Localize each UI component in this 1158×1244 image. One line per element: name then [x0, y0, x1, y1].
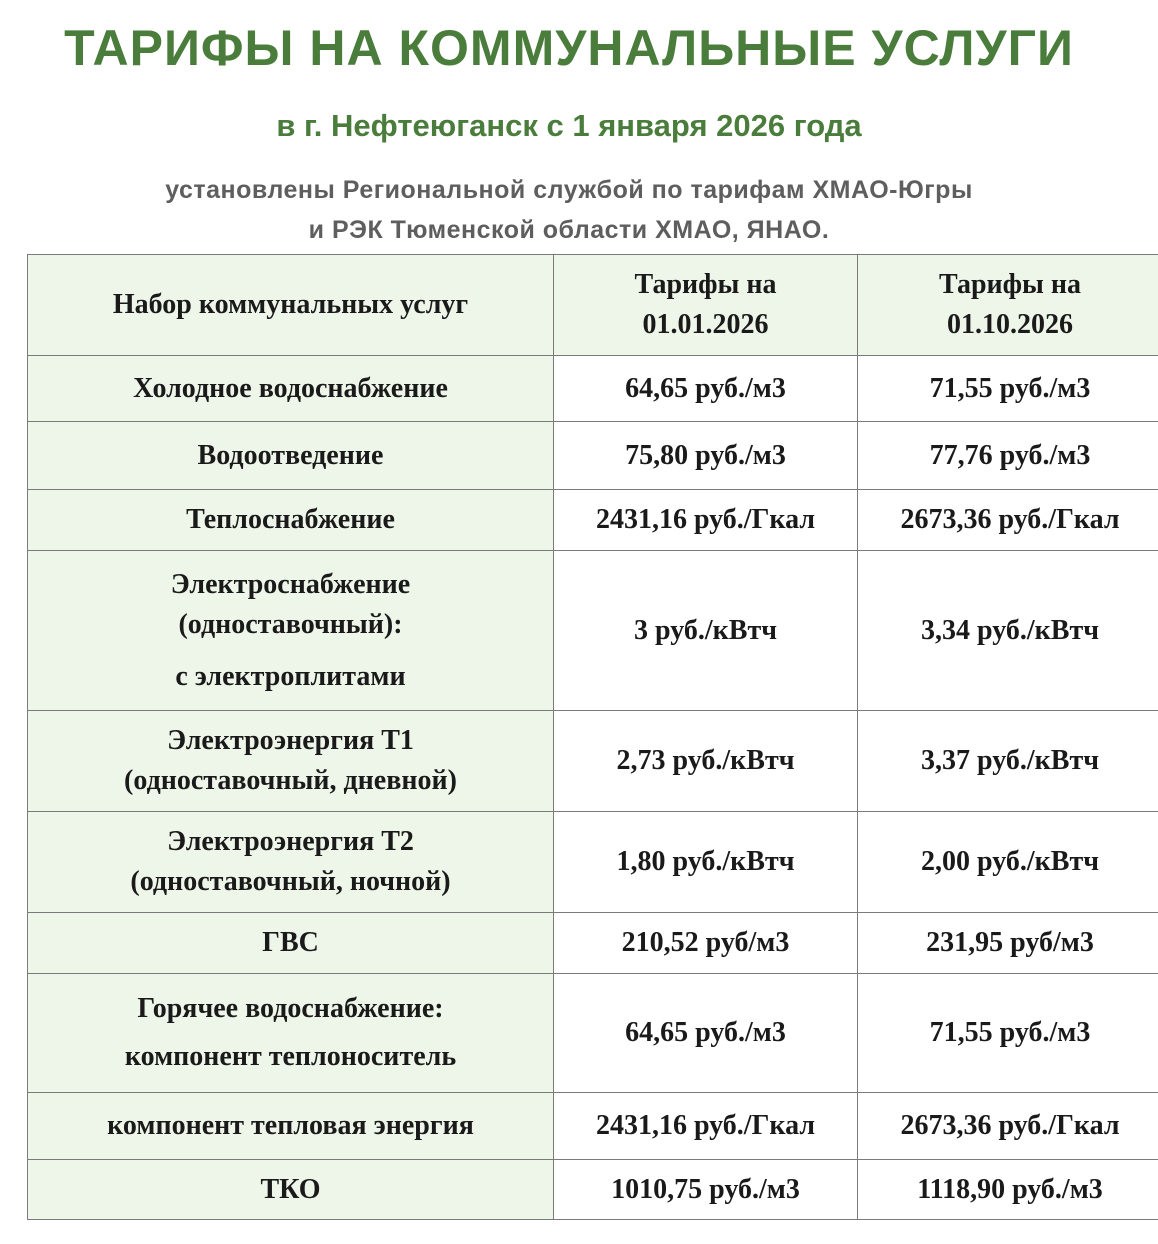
table-row	[28, 490, 1158, 551]
service-name: ТКО	[260, 1173, 321, 1205]
service-name: Электроэнергия Т1	[167, 725, 414, 756]
tariff-jan-value: 2431,16 руб./Гкал	[554, 1093, 858, 1160]
tariff-jan-value: 3 руб./кВтч	[554, 551, 858, 711]
tariff-oct-value: 231,95 руб/м3	[858, 913, 1158, 974]
tariff-oct-value: 3,37 руб./кВтч	[858, 711, 1158, 812]
authority-line-1: установлены Региональной службой по тарифам ХМАО-Югры	[165, 176, 973, 204]
table-row	[28, 913, 1158, 974]
service-name: Электроснабжение	[170, 568, 411, 600]
service-cell	[28, 551, 554, 711]
tariff-oct-value: 77,76 руб./м3	[858, 422, 1158, 490]
header-tariff-jan-line2: 01.01.2026	[642, 309, 769, 340]
service-cell	[28, 1160, 554, 1220]
tariff-jan-value: 64,65 руб./м3	[554, 974, 858, 1093]
service-name: Водоотведение	[197, 439, 384, 471]
table-row	[28, 812, 1158, 913]
header-tariff-jan	[554, 255, 858, 356]
tariff-jan-value: 210,52 руб/м3	[554, 913, 858, 974]
tariff-oct-value: 71,55 руб./м3	[858, 356, 1158, 422]
service-cell	[28, 422, 554, 490]
tariff-oct-value: 3,34 руб./кВтч	[858, 551, 1158, 711]
tariff-jan-value: 2431,16 руб./Гкал	[554, 490, 858, 551]
service-name: Электроэнергия Т2	[167, 826, 414, 857]
tariff-oct-value: 2673,36 руб./Гкал	[858, 1093, 1158, 1160]
authority-line-2: и РЭК Тюменской области ХМАО, ЯНАО.	[308, 216, 830, 244]
table-row	[28, 711, 1158, 812]
page-title: ТАРИФЫ НА КОММУНАЛЬНЫЕ УСЛУГИ	[64, 20, 1074, 76]
service-name-detail: (одноставочный, дневной)	[124, 765, 457, 796]
header-tariff-oct	[858, 255, 1158, 356]
table-row	[28, 551, 1158, 711]
header-service: Набор коммунальных услуг	[28, 255, 554, 356]
service-cell	[28, 1093, 554, 1160]
service-cell	[28, 490, 554, 551]
tariff-jan-value: 1,80 руб./кВтч	[554, 812, 858, 913]
page-subtitle: в г. Нефтеюганск с 1 января 2026 года	[276, 108, 862, 143]
service-name-detail: компонент теплоноситель	[124, 1041, 457, 1072]
header-tariff-jan-line1: Тарифы на	[634, 269, 777, 300]
service-cell	[28, 913, 554, 974]
service-name-detail: (одноставочный, ночной)	[130, 866, 451, 897]
service-name: компонент тепловая энергия	[107, 1110, 474, 1141]
table-row	[28, 1093, 1158, 1160]
header-tariff-oct-line2: 01.10.2026	[947, 309, 1073, 340]
tariff-oct-value: 2673,36 руб./Гкал	[858, 490, 1158, 551]
tariff-jan-value: 1010,75 руб./м3	[554, 1160, 858, 1220]
service-name: Холодное водоснабжение	[133, 372, 448, 404]
tariffs-table	[27, 254, 1158, 1220]
service-name: Горячее водоснабжение:	[137, 993, 444, 1024]
service-name-detail: (одноставочный):	[178, 608, 403, 640]
service-name: Теплоснабжение	[186, 504, 395, 535]
header-tariff-oct-line1: Тарифы на	[938, 269, 1082, 300]
tariff-oct-value: 2,00 руб./кВтч	[858, 812, 1158, 913]
tariff-oct-value: 1118,90 руб./м3	[858, 1160, 1158, 1220]
service-cell	[28, 812, 554, 913]
service-cell	[28, 356, 554, 422]
table-row	[28, 356, 1158, 422]
tariff-jan-value: 75,80 руб./м3	[554, 422, 858, 490]
service-name: ГВС	[262, 927, 319, 958]
authority-note	[0, 170, 1138, 250]
table-row	[28, 422, 1158, 490]
service-name-detail: с электроплитами	[175, 660, 406, 692]
table-row	[28, 974, 1158, 1093]
table-row	[28, 1160, 1158, 1220]
tariff-oct-value: 71,55 руб./м3	[858, 974, 1158, 1093]
page-header	[0, 0, 1158, 255]
tariff-jan-value: 64,65 руб./м3	[554, 356, 858, 422]
table-header-row	[28, 255, 1158, 356]
tariff-jan-value: 2,73 руб./кВтч	[554, 711, 858, 812]
service-cell	[28, 711, 554, 812]
service-cell	[28, 974, 554, 1093]
